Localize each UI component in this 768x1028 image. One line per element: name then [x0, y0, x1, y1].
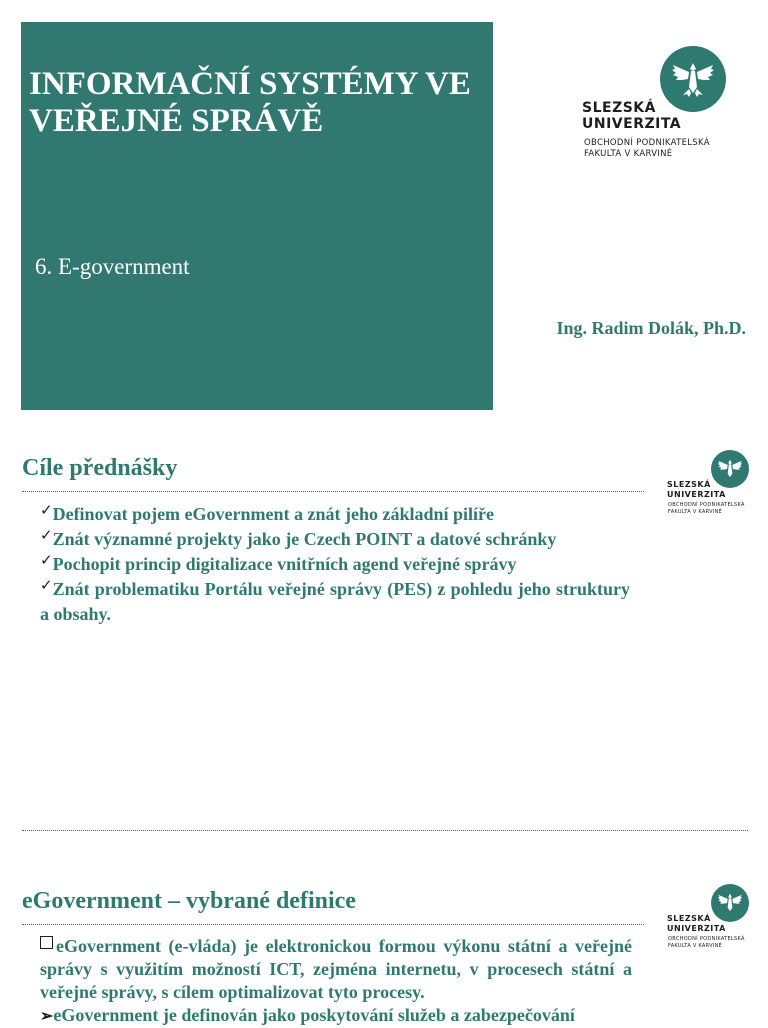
checkmark-icon: ✓ [40, 503, 53, 519]
slide-divider [22, 830, 748, 831]
slide-title-goals: Cíle přednášky [22, 455, 178, 481]
checkbox-square-icon [40, 936, 53, 949]
author-name: Ing. Radim Dolák, Ph.D. [556, 318, 746, 338]
goals-list [40, 503, 630, 626]
list-item: eGovernment (e-vláda) je elektronickou formou výkonu státní a veřejné správy s využitím možností ICT, zejména internetu, v procesech státní a veřejné správy, s cílem optimalizovat tyto procesy. [40, 936, 632, 1002]
slide-title-definitions: eGovernment – vybrané definice [22, 888, 356, 914]
list-item: ➢eGovernment je definován jako poskytování služeb a zabezpečování [40, 1005, 575, 1025]
faculty-name: OBCHODNÍ PODNIKATELSKÁ FAKULTA V KARVINÉ [584, 138, 710, 159]
faculty-name: OBCHODNÍ PODNIKATELSKÁ FAKULTA V KARVINÉ [668, 502, 745, 515]
university-name: SLEZSKÁ UNIVERZITA [667, 914, 726, 933]
checkmark-icon: ✓ [40, 553, 53, 569]
title-divider [22, 924, 644, 925]
list-item: ✓Znát problematiku Portálu veřejné správy (PES) z pohledu jeho struktury a obsahy. [40, 578, 630, 626]
presentation-subtitle: 6. E-government [35, 254, 190, 279]
list-item: ✓Definovat pojem eGovernment a znát jeho základní pilíře [40, 503, 630, 528]
title-block [21, 22, 493, 410]
list-item: ✓Pochopit princip digitalizace vnitřních agend veřejné správy [40, 553, 630, 578]
university-logo-small [667, 884, 757, 954]
university-logo-small [667, 450, 757, 520]
checkmark-icon: ✓ [40, 528, 53, 544]
checkmark-icon: ✓ [40, 578, 53, 594]
university-name: SLEZSKÁ UNIVERZITA [667, 480, 726, 499]
faculty-name: OBCHODNÍ PODNIKATELSKÁ FAKULTA V KARVINÉ [668, 936, 745, 949]
list-item: ✓Znát významné projekty jako je Czech POINT a datové schránky [40, 528, 630, 553]
presentation-title: INFORMAČNÍ SYSTÉMY VE VEŘEJNÉ SPRÁVĚ [29, 66, 471, 139]
university-logo [582, 46, 742, 166]
university-name: SLEZSKÁ UNIVERZITA [582, 100, 682, 132]
title-divider [22, 491, 644, 492]
arrow-bullet-icon: ➢ [40, 1008, 54, 1025]
definitions-list [40, 935, 632, 1028]
